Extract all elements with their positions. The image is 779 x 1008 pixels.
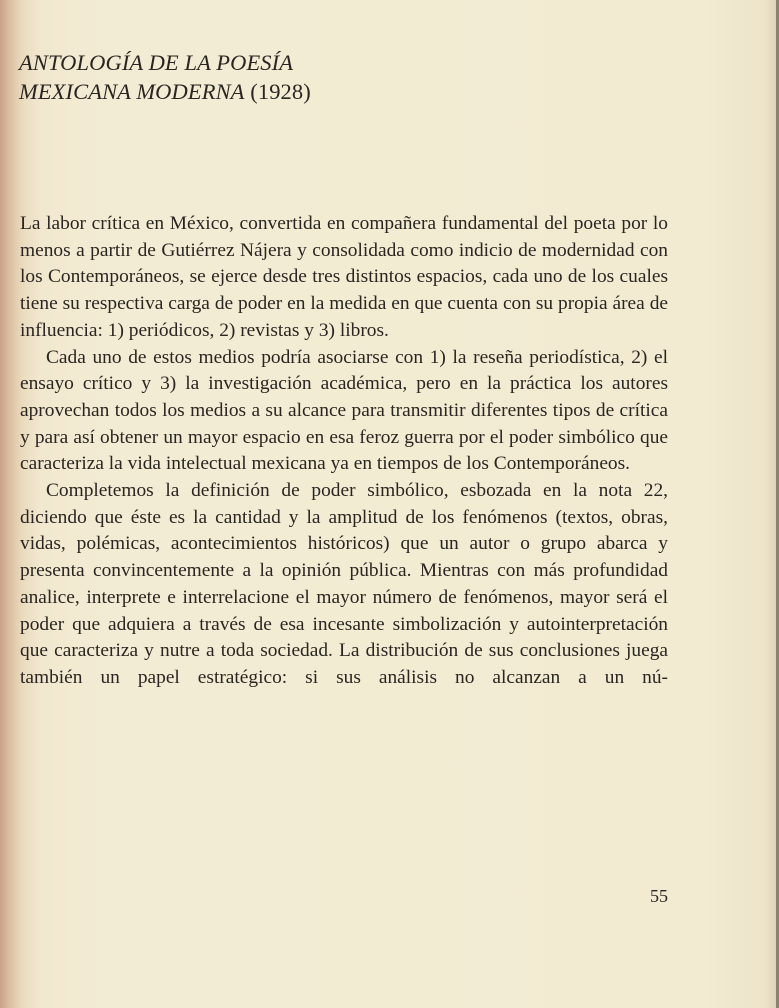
page-number: 55 (650, 886, 668, 906)
paragraph-1: La labor crítica en México, convertida en compañera fundamental del poeta por lo menos a partir de Gutiérrez Nájera y consolidada como indicio de modernidad con los Contemporáneos, se ejerce desde tres distintos espacios, cada uno de los cuales tiene su respectiva carga de poder en la medida en que cuenta con su propia área de influencia: 1) periódicos, 2) revistas y 3) libros. (20, 213, 668, 341)
chapter-title-text-2: MEXICANA MODERNA (19, 79, 245, 104)
paragraph-2: Cada uno de estos medios podría asociarse con 1) la reseña periodística, 2) el ensayo crítico y 3) la investigación académica, pero en la práctica los autores aprovechan todos los medios a su alcance para transmitir diferentes tipos de crítica y para así obtener un mayor espacio en esa feroz guerra por el poder simbólico que caracteriza la vida intelectual mexicana ya en tiempos de los Contemporáneos. (20, 346, 668, 475)
chapter-title (19, 48, 311, 106)
chapter-title-text-1: ANTOLOGÍA DE LA POESÍA (19, 50, 294, 75)
paragraph-3: Completemos la definición de poder simbólico, esbozada en la nota 22, diciendo que éste es la cantidad y la amplitud de los fenómenos (textos, obras, vidas, polémicas, acontecimientos históricos) que un autor o grupo abarca y presenta convincentemente a la opinión pública. Mientras con más profundidad analice, interprete e interrelacione el mayor número de fenómenos, mayor será el poder que adquiera a través de esa incesante simbolización y autointerpretación que caracteriza y nutre a toda sociedad. La distribución de sus conclusiones juega también un papel estratégico: si sus análisis no alcanzan a un nú- (20, 480, 668, 688)
chapter-title-year: (1928) (250, 79, 311, 104)
body-text (20, 211, 668, 692)
chapter-title-line-1 (19, 48, 311, 77)
chapter-title-line-2 (19, 77, 311, 106)
